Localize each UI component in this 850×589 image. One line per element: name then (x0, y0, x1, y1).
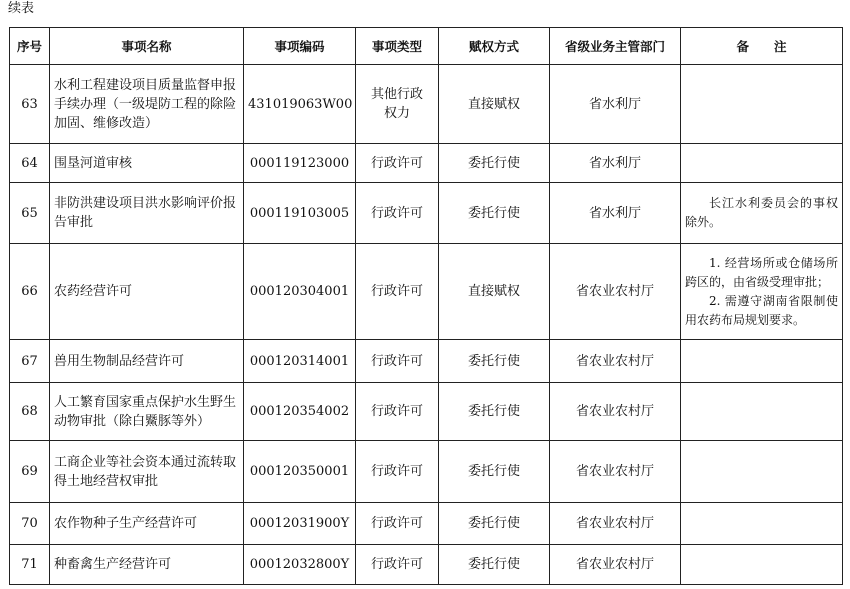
cell-seq: 66 (10, 244, 50, 340)
cell-remark (681, 441, 843, 503)
cell-type: 行政许可 (356, 340, 439, 383)
cell-dept: 省水利厅 (550, 183, 681, 244)
header-name: 事项名称 (50, 28, 244, 65)
cell-method: 委托行使 (439, 545, 550, 585)
cell-name: 围垦河道审核 (50, 144, 244, 183)
cell-name: 农药经营许可 (50, 244, 244, 340)
cell-type: 行政许可 (356, 503, 439, 545)
items-table (9, 27, 843, 585)
cell-method: 委托行使 (439, 340, 550, 383)
cell-type: 行政许可 (356, 183, 439, 244)
cell-method: 委托行使 (439, 441, 550, 503)
cell-name: 兽用生物制品经营许可 (50, 340, 244, 383)
cell-dept: 省农业农村厅 (550, 244, 681, 340)
cell-dept: 省农业农村厅 (550, 340, 681, 383)
cell-code: 00012032800Y (244, 545, 356, 585)
cell-code: 000120350001 (244, 441, 356, 503)
cell-method: 直接赋权 (439, 65, 550, 144)
cell-remark (681, 340, 843, 383)
remark-line-1: 1. 经营场所或仓储场所跨区的，由省级受理审批； (685, 255, 838, 289)
remark-line-2: 2. 需遵守湖南省限制使用农药布局规划要求。 (685, 293, 838, 327)
cell-dept: 省农业农村厅 (550, 383, 681, 441)
cell-remark (681, 503, 843, 545)
cell-code: 000120304001 (244, 244, 356, 340)
cell-method: 直接赋权 (439, 244, 550, 340)
cell-method: 委托行使 (439, 503, 550, 545)
header-seq: 序号 (10, 28, 50, 65)
cell-seq: 65 (10, 183, 50, 244)
cell-name: 非防洪建设项目洪水影响评价报告审批 (50, 183, 244, 244)
cell-type: 行政许可 (356, 244, 439, 340)
cell-seq: 70 (10, 503, 50, 545)
table-row (10, 144, 843, 183)
cell-name: 人工繁育国家重点保护水生野生动物审批（除白鱀豚等外） (50, 383, 244, 441)
cell-code: 000120354002 (244, 383, 356, 441)
table-row (10, 503, 843, 545)
table-row (10, 441, 843, 503)
table-caption: 续表 (8, 1, 35, 16)
cell-seq: 71 (10, 545, 50, 585)
cell-dept: 省水利厅 (550, 144, 681, 183)
cell-seq: 67 (10, 340, 50, 383)
cell-remark: 长江水利委员会的事权除外。 (681, 183, 843, 244)
cell-type: 行政许可 (356, 144, 439, 183)
header-remark: 备 注 (681, 28, 843, 65)
cell-type (356, 65, 439, 144)
cell-seq: 63 (10, 65, 50, 144)
table-row (10, 183, 843, 244)
cell-remark (681, 545, 843, 585)
header-method: 赋权方式 (439, 28, 550, 65)
table-row (10, 545, 843, 585)
cell-dept: 省农业农村厅 (550, 503, 681, 545)
cell-name: 水利工程建设项目质量监督申报手续办理（一级堤防工程的除险加固、维修改造） (50, 65, 244, 144)
cell-name: 工商企业等社会资本通过流转取得土地经营权审批 (50, 441, 244, 503)
cell-type: 行政许可 (356, 383, 439, 441)
cell-method: 委托行使 (439, 383, 550, 441)
cell-type: 行政许可 (356, 441, 439, 503)
cell-dept: 省农业农村厅 (550, 545, 681, 585)
cell-dept: 省农业农村厅 (550, 441, 681, 503)
cell-seq: 68 (10, 383, 50, 441)
cell-method: 委托行使 (439, 183, 550, 244)
cell-code: 431019063W00 (244, 65, 356, 144)
table-row (10, 244, 843, 340)
cell-code: 00012031900Y (244, 503, 356, 545)
cell-code: 000119123000 (244, 144, 356, 183)
cell-seq: 69 (10, 441, 50, 503)
cell-remark (681, 383, 843, 441)
cell-code: 000120314001 (244, 340, 356, 383)
cell-remark (681, 65, 843, 144)
header-row (10, 28, 843, 65)
cell-code: 000119103005 (244, 183, 356, 244)
table-row (10, 340, 843, 383)
cell-name: 种畜禽生产经营许可 (50, 545, 244, 585)
cell-remark (681, 244, 843, 340)
cell-remark (681, 144, 843, 183)
cell-name: 农作物种子生产经营许可 (50, 503, 244, 545)
cell-type-text: 其他行政权力 (370, 87, 423, 121)
cell-seq: 64 (10, 144, 50, 183)
table-row (10, 383, 843, 441)
header-type: 事项类型 (356, 28, 439, 65)
cell-method: 委托行使 (439, 144, 550, 183)
table-row (10, 65, 843, 144)
header-code: 事项编码 (244, 28, 356, 65)
header-dept: 省级业务主管部门 (550, 28, 681, 65)
cell-dept: 省水利厅 (550, 65, 681, 144)
cell-type: 行政许可 (356, 545, 439, 585)
